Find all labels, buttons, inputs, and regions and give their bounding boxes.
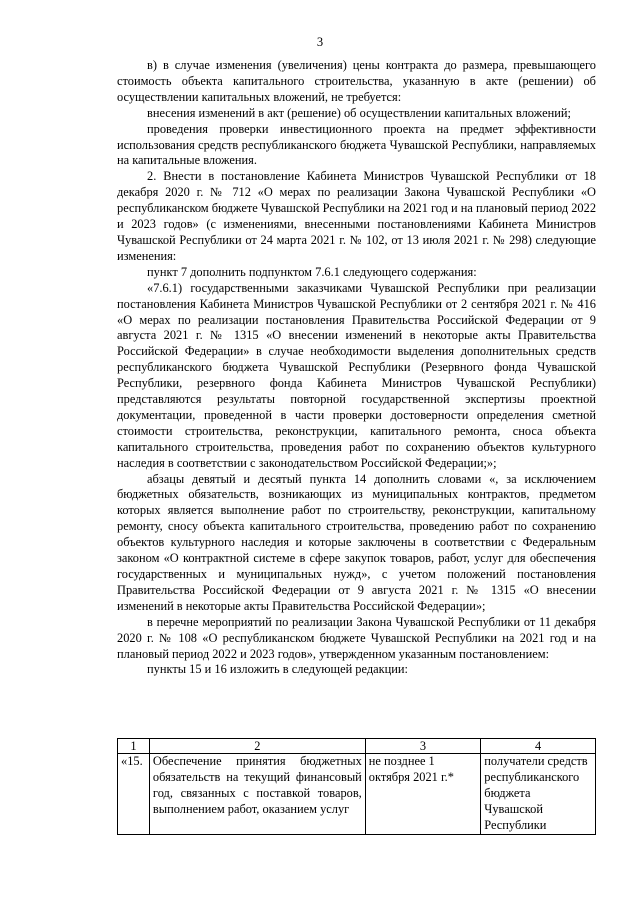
page-number: 3 — [316, 35, 324, 49]
paragraph-items-15-16: пункты 15 и 16 изложить в следующей редакции: — [147, 662, 408, 677]
deadline-cell: не позднее 1 октября 2021 г.* — [365, 754, 480, 835]
measures-table — [117, 738, 596, 835]
paragraph-measures-list: в перечне мероприятий по реализации Закона Чувашской Республики от 11 декабря 2020 г. № 108 «О республиканском бюджете Чувашской Республики на 2021 год и на плановый период 2022 и 2023 годов», утвержденном указанным постановлением: — [117, 614, 596, 661]
executor-cell: получатели средств республиканского бюджета Чувашской Республики — [481, 754, 596, 835]
paragraph-7-6-1: «7.6.1) государственными заказчиками Чувашской Республики при реализации постановления Кабинета Министров Чувашской Республики от 2 сентября 2021 г. № 416 «О мерах по реализации постановления Правительства Российской Федерации от 9 августа 2021 г. № 1315 «О внесении изменений в некоторые акты Правительства Российской Федерации» в случае необходимости выделения дополнительных средств республиканского бюджета Чувашской Республики (Резервного фонда Чувашской Республики, резервного фонда Кабинета Министров Чувашской Республики) представляются результаты повторной государственной экспертизы проектной документации, проведенной в части проверки достоверности определения сметной стоимости строительства, реконструкции, капитального ремонта, сноса объекта капитального строительства, проведения работ по сохранению объектов культурного наследия в соответствии с законодательством Российской Федерации;»; — [117, 280, 596, 470]
paragraph-item-2: 2. Внести в постановление Кабинета Министров Чувашской Республики от 18 декабря 2020 г. № 712 «О мерах по реализации Закона Чувашской Республики «О республиканском бюджете Чувашской Республики на 2021 год и на плановый период 2022 и 2023 годов» (с изменениями, внесенными постановлениями Кабинета Министров Чувашской Республики от 24 марта 2021 г. № 102, от 13 июля 2021 г. № 298) следующие изменения: — [117, 169, 597, 263]
table-header-cell: 1 — [118, 739, 150, 754]
paragraph-item-14: абзацы девятый и десятый пункта 14 дополнить словами «, за исключением бюджетных обязательств, возникающих из муниципальных контрактов, предметом которых является выполнение работ по строительству, реконструкции, капитальному ремонту, сносу объекта капитального строительства, проведению работ по сохранению объектов культурного наследия и которые заключены в соответствии с Федеральным законом «О контрактной системе в сфере закупок товаров, работ, услуг для обеспечения государственных и муниципальных нужд», с учетом положений постановления Правительства Российской Федерации от 9 августа 2021 г. № 1315 «О внесении изменений в некоторые акты Правительства Российской Федерации»; — [117, 471, 596, 613]
measure-cell: Обеспечение принятия бюджетных обязательств на текущий финансовый год, связанных с поставкой товаров, выполнением работ, оказанием услуг — [149, 754, 365, 835]
table-row — [118, 754, 596, 835]
paragraph-act-changes: внесения изменений в акт (решение) об осуществлении капитальных вложений; — [147, 105, 571, 120]
table-header-cell: 2 — [149, 739, 365, 754]
table-header-cell: 3 — [365, 739, 480, 754]
table-header-row — [118, 739, 596, 754]
paragraph-item-7: пункт 7 дополнить подпунктом 7.6.1 следующего содержания: — [147, 264, 477, 279]
row-number-cell: «15. — [118, 754, 150, 835]
table-header-cell: 4 — [481, 739, 596, 754]
document-body — [117, 58, 596, 678]
paragraph-project-check: проведения проверки инвестиционного проекта на предмет эффективности использования средств республиканского бюджета Чувашской Республики, направляемых на капитальные вложения. — [117, 121, 596, 168]
paragraph-price-change: в) в случае изменения (увеличения) цены контракта до размера, превышающего стоимость объекта капитального строительства, указанную в акте (решении) об осуществлении капитальных вложений, не требуется: — [117, 58, 596, 104]
